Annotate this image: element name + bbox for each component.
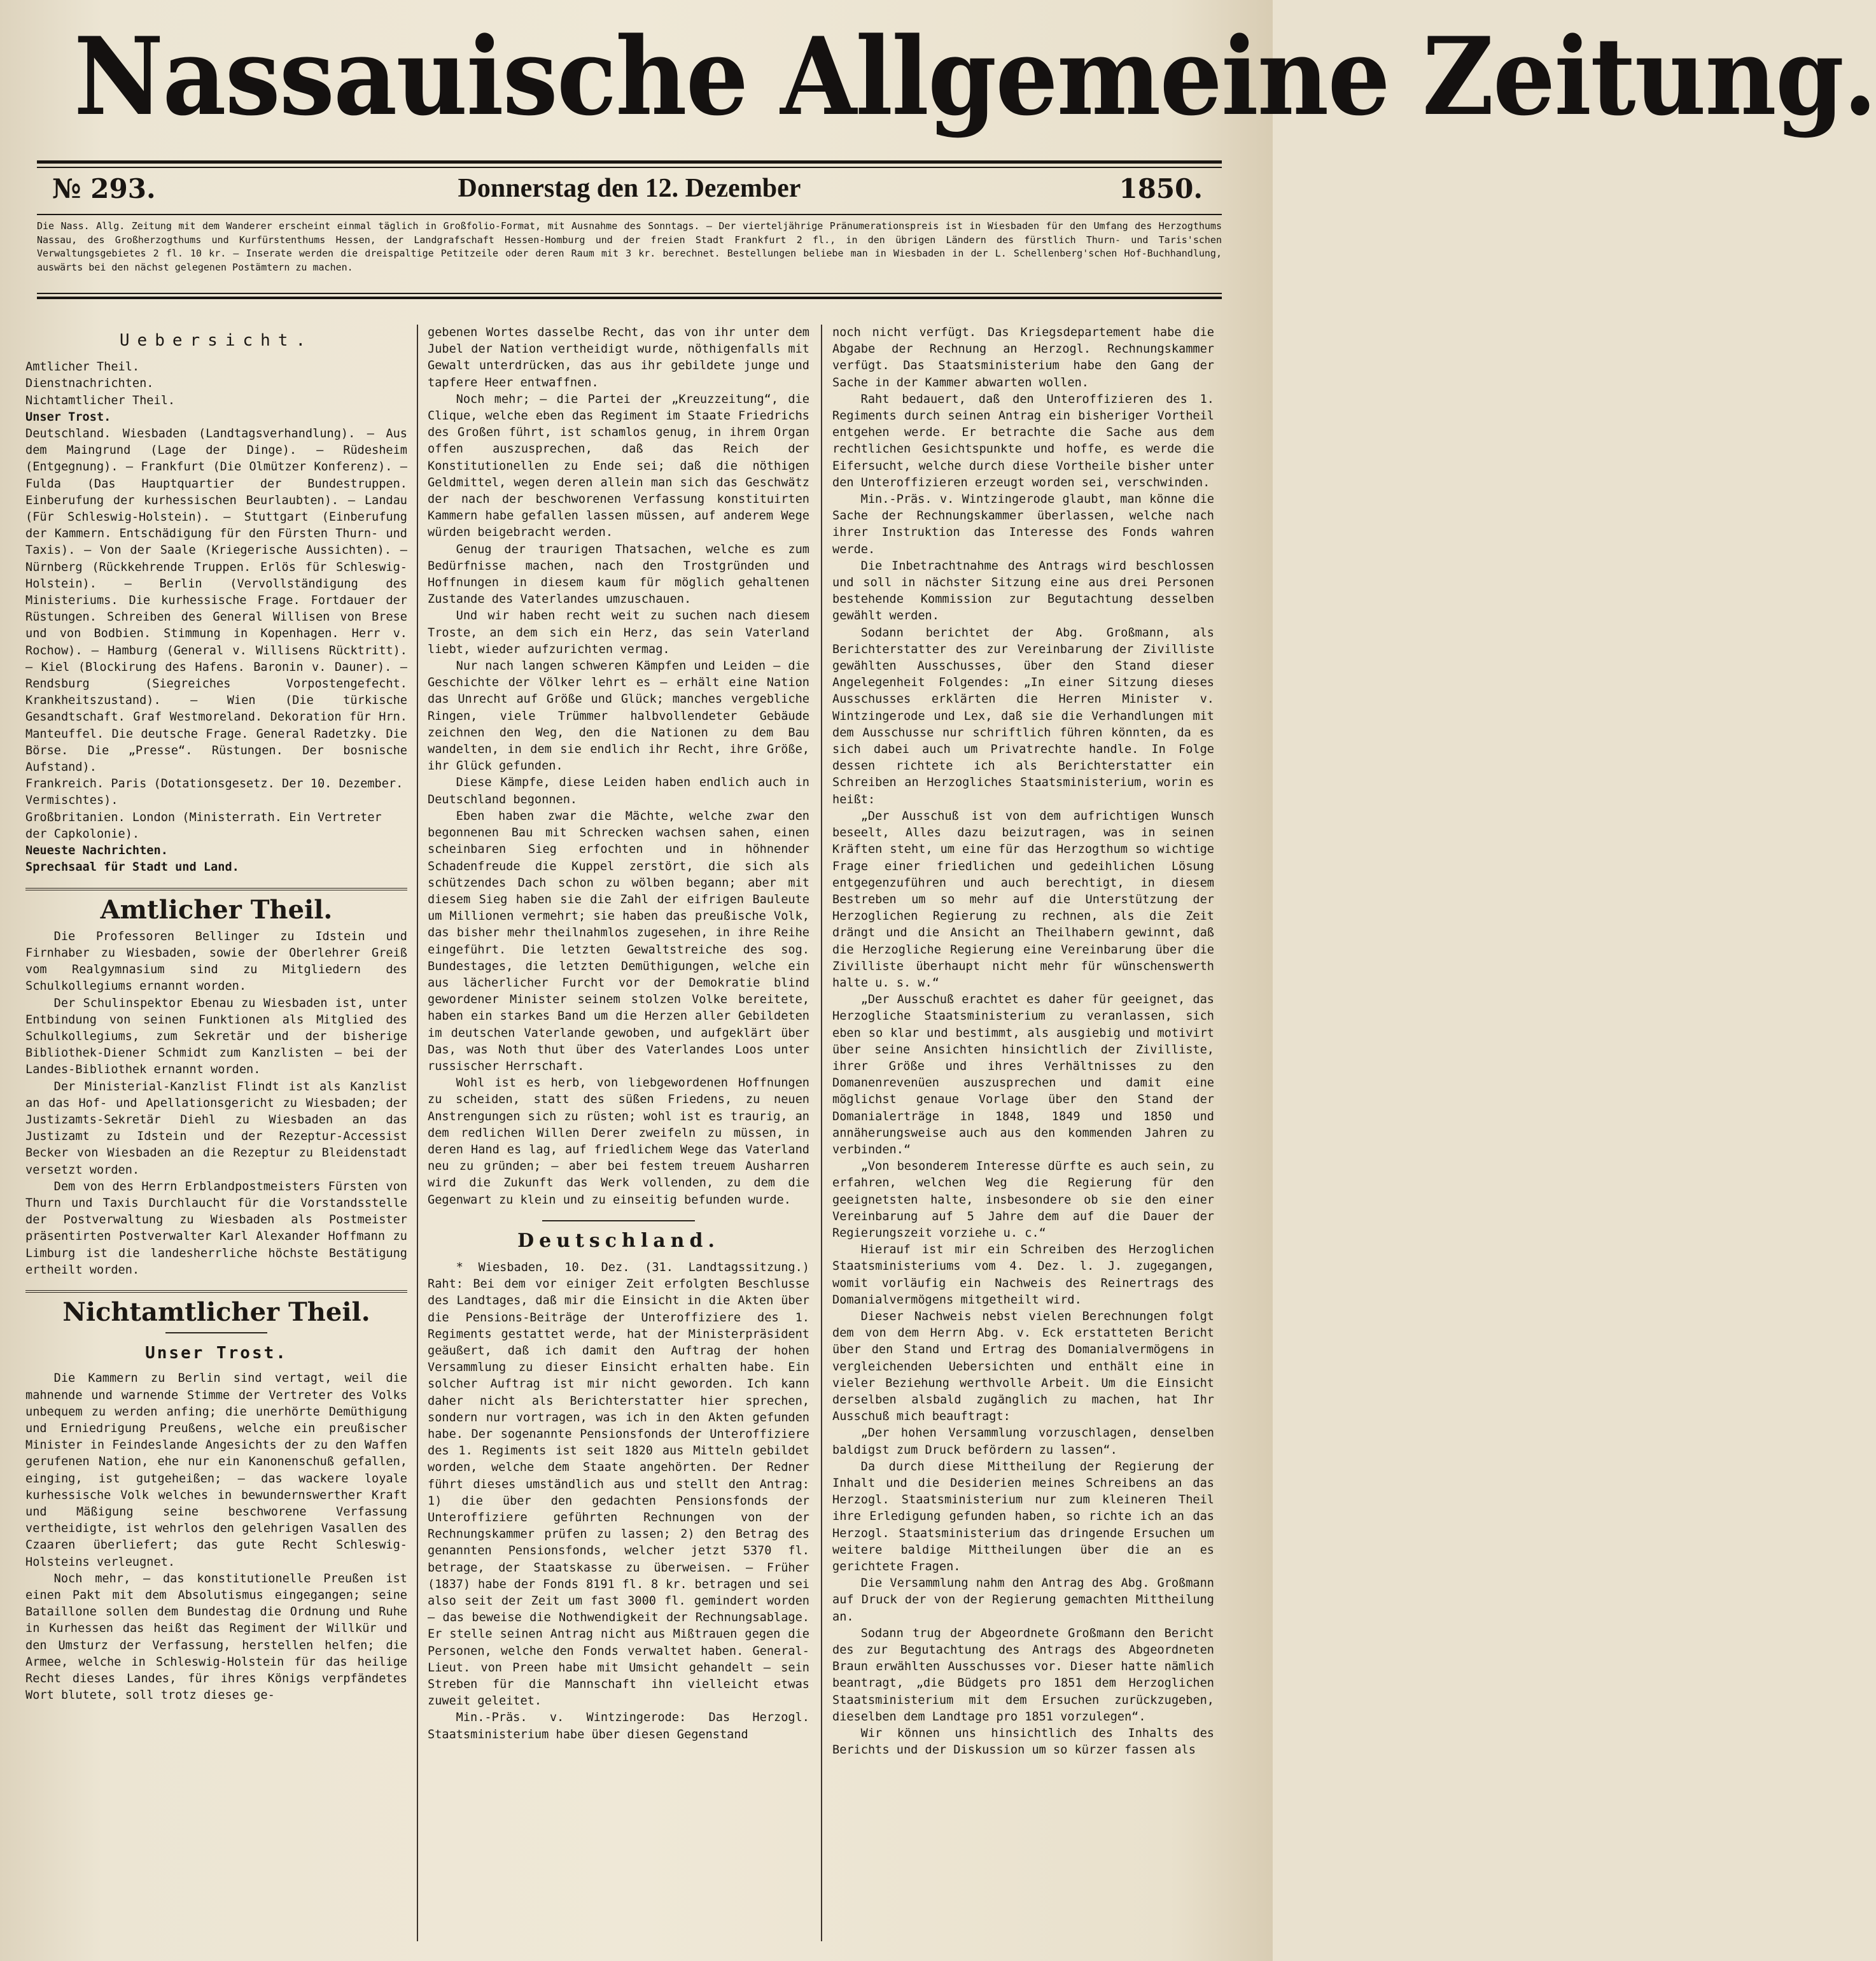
paragraph: Eben haben zwar die Mächte, welche zwar den begonnenen Bau mit Schrecken wachsen sahen, einen scheinbaren Sieg erfochten und in höhnender Schadenfreude die Kuppel zerstört, die sich als schützendes Dach schon zu wölben begann; aber mit diesem Sieg haben sie die Zahl der eifrigen Bauleute um Millionen vermehrt; sie haben das preußische Volk, das bisher mehr theilnahmlos zugesehen, in ihre Reihe eingeführt. Die letzten Gewaltstreiche des sog. Bundestages, die letzten Demüthigungen, welche ein aus lächerlicher Furcht vor der Demokratie blind gewordener Minister seinem stolzen Volke bereitete, haben ein starkes Band um die Herzen aller Gebildeten im deutschen Vaterlande gewoben, und aufgeklärt über Das, was Noth thut über des Vaterlandes Loos unter russischer Herrschaft.: [428, 809, 809, 1073]
article-end-rule: [542, 1220, 695, 1221]
paragraph: * Wiesbaden, 10. Dez. (31. Landtagssitzung.) Raht: Bei dem vor einiger Zeit erfolgten Beschlusse des Landtages, daß mir die Einsicht in die Akten über die Pensions-Beiträge der Unteroffiziere des 1. Regiments gestattet werde, hat der Ministerpräsident geäußert, daß ich damit den Auftrag der hohen Versammlung zu dieser Einsicht erhalten habe. Ein solcher Auftrag ist mir nicht geworden. Ich kann daher nicht als Berichterstatter hier sprechen, sondern nur vortragen, was ich in den Akten gefunden habe. Der sogenannte Pensionsfonds der Unteroffiziere des 1. Regiments ist seit 1820 aus Mitteln gebildet worden, welche dem Staate angehörten. Der Redner führt dieses umständlich aus und stellt den Antrag: 1) die über den gedachten Pensionsfonds der Unteroffiziere geführten Rechnungen von der Rechnungskammer prüfen zu lassen; 2) den Betrag des genannten Pensionsfonds, welcher jetzt 5370 fl. betrage, der Staatskasse zu überweisen. — Früher (1837) habe der Fonds 8191 fl. 8 kr. betragen und sei also seit der Zeit um fast 3000 fl. gemindert worden — das beweise die Nothwendigkeit der Rechnungsablage. Er stelle seinen Antrag nicht aus Mißtrauen gegen die Personen, welche den Fonds verwaltet haben. General-Lieut. von Preen habe mit Umsicht gehandelt — sein Streben für die Mannschaft ihn vielleicht etwas zuweit geleitet.: [428, 1260, 809, 1708]
masthead-title: Nassauische Allgemeine Zeitung.: [74, 13, 1876, 139]
paragraph: Sodann trug der Abgeordnete Großmann den Bericht des zur Begutachtung des Antrags des Abgeordneten Braun erwählten Ausschusses vor. Dieser hatte nämlich beantragt, „die Büdgets pro 1851 dem Herzoglichen Staatsministerium mit dem Ersuchen zurückzugeben, dieselben dem Landtage pro 1851 vorzulegen“.: [832, 1626, 1214, 1724]
overview-list: [25, 359, 407, 876]
paragraph: Min.-Präs. v. Wintzingerode: Das Herzogl. Staatsministerium habe über diesen Gegenstand: [428, 1711, 809, 1741]
section-title-amtlich: Amtlicher Theil.: [100, 894, 333, 925]
overview-item: Nichtamtlicher Theil.: [25, 393, 176, 407]
section-rule: [25, 888, 407, 890]
column-2: [428, 325, 809, 1743]
paragraph: Raht bedauert, daß den Unteroffizieren des 1. Regiments durch seinen Antrag ein bisheriger Vortheil entgehen werde. Er betrachte die Sache aus dem rechtlichen Gesichtspunkte und hoffe, es werde die Eifersucht, welche durch diese Vortheile bisher unter den Unteroffizieren erzeugt worden sei, verschwinden.: [832, 392, 1214, 489]
issue-date: Donnerstag den 12. Dezember: [458, 174, 801, 203]
paragraph: Und wir haben recht weit zu suchen nach diesem Troste, an dem sich ein Herz, das sein Vaterland liebt, wieder aufzurichten vermag.: [428, 609, 809, 656]
paragraph: „Von besonderem Interesse dürfte es auch sein, zu erfahren, welchen Weg die Regierung für den geeignetsten halte, insbesondere ob sie den einer Vereinbarung auf 5 Jahre dem auf die Dauer der Regierungszeit vorziehe u. c.“: [832, 1160, 1214, 1240]
paragraph: Wohl ist es herb, von liebgewordenen Hoffnungen zu scheiden, statt des süßen Friedens, zu neuen Anstrengungen sich zu rüsten; wohl ist es traurig, an dem redlichen Willen Derer zweifeln zu müssen, in deren Hand es lag, auf friedlichem Wege das Vaterland neu zu gründen; — aber bei festem treuem Ausharren wird die Zukunft das Werk vollenden, zu dem die Gegenwart zu klein und zu einseitig befunden wurde.: [428, 1076, 809, 1207]
paragraph: Noch mehr, — das konstitutionelle Preußen ist einen Pakt mit dem Absolutismus eingegangen; seine Bataillone sollen dem Bundestag die Ordnung und Ruhe in Kurhessen das heißt das Regiment der Willkür und den Umsturz der Verfassung, herstellen helfen; die Armee, welche in Schleswig-Holstein für das heilige Recht dieses Landes, für ihres Königs verpfändetes Wort blutete, soll trotz dieses ge-: [25, 1571, 407, 1703]
dateline-rule: [37, 214, 1222, 215]
section-title-deutschland: Deutschland.: [517, 1229, 720, 1252]
paragraph: Da durch diese Mittheilung der Regierung der Inhalt und die Desiderien meines Schreibens an das Herzogl. Staatsministerium nur zum kleineren Theil ihre Erledigung gefunden haben, so richte ich an das Herzogl. Staatsministerium das dringende Ersuchen um weitere baldige Mittheilungen über die an es gerichtete Fragen.: [832, 1459, 1214, 1574]
overview-item: Großbritanien. London (Ministerrath. Ein Vertreter der Capkolonie).: [25, 810, 382, 841]
paragraph: Wir können uns hinsichtlich des Inhalts des Berichts und der Diskussion um so kürzer fassen als: [832, 1727, 1214, 1757]
paragraph: Sodann berichtet der Abg. Großmann, als Berichterstatter des zur Vereinbarung der Zivilliste gewählten Ausschusses, über den Stand dieser Angelegenheit Folgendes: „In einer Sitzung dieses Ausschusses erklärten die Herren Minister v. Wintzingerode und Lex, daß sie die Verhandlungen mit dem Ausschusse nur schriftlich führen könnten, da es sich dabei auch um Privatrechte handle. In Folge dessen richtete ich als Berichterstatter ein Schreiben an Herzogliches Staatsministerium, worin es heißt:: [832, 626, 1214, 806]
paragraph: Dem von des Herrn Erblandpostmeisters Fürsten von Thurn und Taxis Durchlaucht für die Vorstandsstelle der Postverwaltung zu Wiesbaden als Postmeister präsentirten Postverwalter Karl Alexander Hoffmann zu Limburg ist die landesherrliche höchste Bestätigung ertheilt worden.: [25, 1179, 407, 1277]
paragraph: Der Ministerial-Kanzlist Flindt ist als Kanzlist an das Hof- und Apellationsgericht zu Wiesbaden; der Justizamts-Sekretär Diehl zu Wiesbaden an das Justizamt zu Idstein und der Rezeptur-Accessist Becker von Wiesbaden an die Rezeptur zu Bleidenstadt versetzt worden.: [25, 1079, 407, 1177]
dateline: [37, 173, 1222, 211]
masthead-rule-thin: [37, 167, 1222, 168]
paragraph: Diese Kämpfe, diese Leiden haben endlich auch in Deutschland begonnen.: [428, 776, 809, 806]
overview-item: Frankreich. Paris (Dotationsgesetz. Der 10. Dezember. Vermischtes).: [25, 777, 403, 808]
title-underline: [165, 1332, 267, 1333]
paragraph: Noch mehr; — die Partei der „Kreuzzeitung“, die Clique, welche eben das Regiment im Staate Friedrichs des Großen führt, ist schamlos genug, in ihrem Organ offen auszusprechen, daß das Reich der Konstitutionellen zu Ende sei; daß die nöthigen Geldmittel, wegen deren allein man sich das Geschwätz der nach der beschworenen Verfassung konstituirten Kammern habe gefallen lassen müssen, auf anderem Wege würden beigebracht werden.: [428, 392, 809, 540]
paragraph: Min.-Präs. v. Wintzingerode glaubt, man könne die Sache der Rechnungskammer überlassen, welche nach ihrer Instruktion das Interesse des Fonds wahren werde.: [832, 493, 1214, 556]
paragraph: Nur nach langen schweren Kämpfen und Leiden — die Geschichte der Völker lehrt es — erhält eine Nation das Unrecht auf Größe und Glück; manches vergebliche Ringen, viele Trümmer halbvollendeter Gebäude zeichnen den Weg, den die Nationen zu dem Bau wandelten, in dem sie endlich ihr Recht, ihre Größe, ihr Glück gefunden.: [428, 659, 809, 773]
overview-item: Sprechsaal für Stadt und Land.: [25, 861, 239, 875]
paragraph: „Der hohen Versammlung vorzuschlagen, denselben baldigst zum Druck befördern zu lassen“.: [832, 1426, 1214, 1457]
masthead-rule-top: [37, 160, 1222, 164]
paragraph: Dieser Nachweis nebst vielen Berechnungen folgt dem von dem Herrn Abg. v. Eck erstatteten Bericht über den Stand und Ertrag des Domanialvermögens in vergleichenden Uebersichten und enthält eine in vieler Beziehung werthvolle Arbeit. Um die Einsicht derselben alsbald zugänglich zu machen, hat Ihr Ausschuß mich beauftragt:: [832, 1309, 1214, 1424]
overview-item: Dienstnachrichten.: [25, 377, 154, 391]
issue-year: 1850.: [1119, 173, 1203, 204]
paragraph: Die Inbetrachtnahme des Antrags wird beschlossen und soll in nächster Sitzung eine aus drei Personen bestehende Kommission zur Begutachtung desselben gewählt werden.: [832, 559, 1214, 623]
overview-item: Deutschland. Wiesbaden (Landtagsverhandlung). — Aus dem Maingrund (Lage der Dinge). — Rüdesheim (Entgegnung). — Frankfurt (Die Olmützer Konferenz). — Fulda (Das Hauptquartier der Bundestruppen. Einberufung der kurhessischen Beurlaubten). — Landau (Für Schleswig-Holstein). — Stuttgart (Einberufung der Kammern. Entschädigung für den Fürsten Thurn- und Taxis). — Von der Saale (Kriegerische Aussichten). — Nürnberg (Rückkehrende Truppen. Erlös für Schleswig-Holstein). — Berlin (Vervollständigung des Ministeriums. Die kurhessische Frage. Fortdauer der Rüstungen. Schreiben des General Willisen von Brese und von Bodbien. Stimmung in Kopenhagen. Herr v. Rochow). — Hamburg (General v. Willisens Rücktritt). — Kiel (Blockirung des Hafens. Baronin v. Dauner). — Rendsburg (Siegreiches Vorpostengefecht. Krankheitszustand). — Wien (Die türkische Gesandtschaft. Graf Westmoreland. Dekoration für Hrn. Manteuffel. Die deutsche Frage. General Radetzky. Die Börse. Die „Presse“. Rüstungen. Der bosnische Aufstand).: [25, 427, 407, 775]
overview-item: Neueste Nachrichten.: [25, 844, 168, 858]
paragraph: Hierauf ist mir ein Schreiben des Herzoglichen Staatsministeriums vom 4. Dez. l. J. zugegangen, womit vorläufig ein Nachweis des Reinertrags des Domanialvermögens mitgetheilt wird.: [832, 1243, 1214, 1307]
column-divider-2: [821, 325, 822, 1941]
paragraph: Genug der traurigen Thatsachen, welche es zum Bedürfnisse machen, nach den Trostgründen und Hoffnungen in diesem kaum für möglich gehaltenen Zustande des Vaterlandes umzuschauen.: [428, 542, 809, 607]
section-title-nichtamtlich: Nichtamtlicher Theil.: [62, 1297, 370, 1327]
column-divider-1: [417, 325, 418, 1941]
overview-item: Amtlicher Theil.: [25, 360, 140, 374]
column-1: [25, 325, 407, 1704]
paragraph: noch nicht verfügt. Das Kriegsdepartement habe die Abgabe der Rechnung an Herzogl. Rechnungskammer verfügt. Das Staatsministerium habe den Gang der Sache in der Kammer abwarten wollen.: [832, 326, 1214, 390]
issue-number: № 293.: [52, 173, 156, 204]
section-rule: [25, 1290, 407, 1293]
paragraph: „Der Ausschuß erachtet es daher für geeignet, das Herzogliche Staatsministerium zu veranlassen, sich eben so klar und bestimmt, als ausgiebig und motivirt über seine Ansichten hinsichtlich der Zivilliste, ihrer Größe und ihres Verhältnisses zu den Domanenrevenüen auszusprechen und damit eine möglichst genaue Vorlage über den Stand der Domanialerträge in 1848, 1849 und 1850 und annäherungsweise auch aus den kommenden Jahren zu verbinden.“: [832, 993, 1214, 1156]
notice-rule: [37, 293, 1222, 294]
paragraph: Die Professoren Bellinger zu Idstein und Firnhaber zu Wiesbaden, sowie der Oberlehrer Greiß vom Realgymnasium sind zu Mitgliedern des Schulkollegiums ernannt worden.: [25, 929, 407, 994]
paragraph: Die Versammlung nahm den Antrag des Abg. Großmann auf Druck der von der Regierung gemachten Mittheilung an.: [832, 1577, 1214, 1624]
overview-item: Unser Trost.: [25, 410, 111, 424]
paragraph: Der Schulinspektor Ebenau zu Wiesbaden ist, unter Entbindung von seinen Funktionen als Mitglied des Schulkollegiums, zum Sekretär und der bisherige Bibliothek-Diener Schmidt zum Kanzlisten — bei der Landes-Bibliothek ernannt worden.: [25, 996, 407, 1077]
subscription-notice: Die Nass. Allg. Zeitung mit dem Wanderer erscheint einmal täglich in Großfolio-Format, mit Ausnahme des Sonntags. — Der vierteljährige Pränumerationspreis ist in Wiesbaden für den Umfang des Herzogthums Nassau, des Großherzogthums und Kurfürstenthums Hessen, der Landgrafschaft Hessen-Homburg und der freien Stadt Frankfurt 2 fl., in den übrigen Ländern des fürstlich Thurn- und Taris'schen Verwaltungsgebietes 2 fl. 10 kr. — Inserate werden die dreispaltige Petitzeile oder deren Raum mit 3 kr. berechnet. Bestellungen beliebe man in Wiesbaden in der L. Schellenberg'schen Hof-Buchhandlung, auswärts bei den nächst gelegenen Postämtern zu machen.: [37, 220, 1222, 273]
overview-title: Uebersicht.: [119, 331, 314, 350]
notice-rule-thick: [37, 297, 1222, 299]
paragraph: gebenen Wortes dasselbe Recht, das von ihr unter dem Jubel der Nation vertheidigt wurde, nöthigenfalls mit Gewalt unterdrücken, das aus ihr gebildete junge und tapfere Heer entwaffnen.: [428, 326, 809, 390]
paragraph: „Der Ausschuß ist von dem aufrichtigen Wunsch beseelt, Alles dazu beizutragen, was in seinen Kräften steht, um eine für das Herzogthum so wichtige Frage einer friedlichen und gedeihlichen Lösung entgegenzuführen und auch berechtigt, in diesem Bestreben um so mehr auf die Unterstützung der Herzoglichen Regierung zu rechnen, als die Zeit drängt und die Ansicht an Theilhabern gewinnt, daß die Herzogliche Regierung eine Vereinbarung über die Zivilliste überhaupt nicht mehr für wünschenswerth halte u. s. w.“: [832, 809, 1214, 990]
article-title: Unser Trost.: [145, 1344, 288, 1363]
paragraph: Die Kammern zu Berlin sind vertagt, weil die mahnende und warnende Stimme der Vertreter des Volks unbequem zu werden anfing; die unerhörte Demüthigung und Erniedrigung Preußens, welche ein preußischer Minister in Feindeslande Angesichts der zu den Waffen gerufenen Nation, ehe nur ein Kanonenschuß gefallen, einging, ist gutgeheißen; — das wackere loyale kurhessische Volk welches in bewundernswerther Kraft und Mäßigung seine beschworene Verfassung vertheidigte, ist wehrlos den gelehrigen Vasallen des Czaaren überliefert; das gute Recht Schleswig-Holsteins verleugnet.: [25, 1372, 407, 1569]
column-3: [832, 325, 1214, 1759]
